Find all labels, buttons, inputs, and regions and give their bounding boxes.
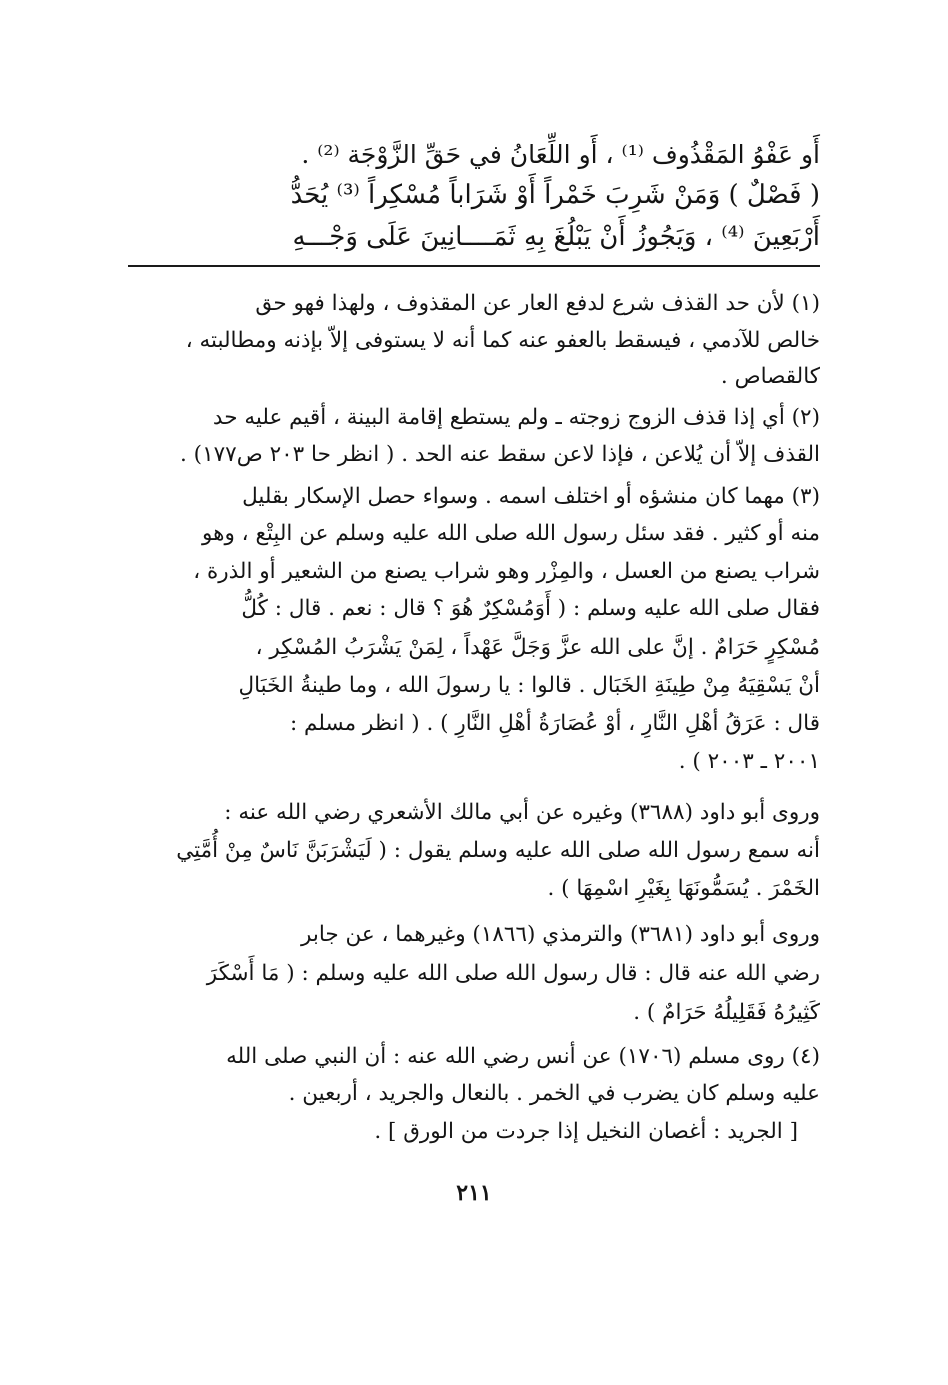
main-text-line: أَرْبَعِينَ ⁽⁴⁾ ، وَيَجُوزُ أَنْ يَبْلُغَ بِهِ ثَمَــــانِينَ عَلَى وَجْـــهِ: [292, 222, 820, 252]
footnote-line: خالص للآدمي ، فيسقط بالعفو عنه كما أنه لا يستوفى إلاّ بإذنه ومطالبته ،: [185, 328, 820, 353]
footnote-line: رضي الله عنه قال : قال رسول الله صلى الله عليه وسلم : ( مَا أَسْكَرَ: [206, 961, 820, 986]
footnote-line: الخَمْرَ . يُسَمُّونَهَا بِغَيْرِ اسْمِهَا ) .: [547, 876, 820, 901]
footnote-line: وروى أبو داود (٣٦٨٨) وغيره عن أبي مالك الأشعري رضي الله عنه :: [224, 800, 820, 825]
footnote-line: (١) لأن حد القذف شرع لدفع العار عن المقذوف ، ولهذا فهو حق: [255, 291, 820, 316]
page-number: ٢١١: [456, 1180, 492, 1206]
footnote-separator: [128, 265, 820, 267]
main-text-line: ( فَصْلٌ ) وَمَنْ شَرِبَ خَمْراً أَوْ شَرَاباً مُسْكِراً ⁽³⁾ يُحَدُّ: [290, 180, 820, 210]
footnote-line: القذف إلاّ أن يُلاعن ، فإذا لاعن سقط عنه الحد . ( انظر حا ٢٠٣ ص١٧٧) .: [180, 442, 820, 467]
footnote-line: أنْ يَسْقِيَهُ مِنْ طِينَةِ الخَبَال . قالوا : يا رسولَ الله ، وما طينةُ الخَبَالِ: [238, 673, 820, 698]
footnote-line: كالقصاص .: [720, 364, 820, 389]
footnote-line: [ الجريد : أغصان النخيل إذا جردت من الورق ] .: [374, 1119, 798, 1144]
footnote-line: ٢٠٠١ ـ ٢٠٠٣ ) .: [678, 749, 820, 774]
main-text-line: أَو عَفْوُ المَقْذُوف ⁽¹⁾ ، أَو اللِّعَانُ في حَقِّ الزَّوْجَة ⁽²⁾ .: [301, 140, 820, 169]
footnote-line: (٣) مهما كان منشؤه أو اختلف اسمه . وسواء حصل الإسكار بقليل: [242, 484, 820, 509]
footnote-line: كَثِيرُهُ فَقَلِيلُهُ حَرَامٌ ) .: [633, 1000, 820, 1025]
footnote-line: أنه سمع رسول الله صلى الله عليه وسلم يقول : ( لَيَشْرَبَنَّ نَاسٌ مِنْ أُمَّتِي: [176, 838, 820, 863]
footnote-line: فقال صلى الله عليه وسلم : ( أَوَمُسْكِرٌ هُوَ ؟ قال : نعم . قال : كُلُّ: [241, 596, 820, 621]
footnote-line: قال : عَرَقُ أهْلِ النَّارِ ، أوْ عُصَارَةُ أهْلِ النَّارِ ) . ( انظر مسلم :: [289, 711, 820, 736]
footnote-line: منه أو كثير . فقد سئل رسول الله صلى الله عليه وسلم عن البِتْع ، وهو: [202, 521, 820, 546]
footnote-line: وروى أبو داود (٣٦٨١) والترمذي (١٨٦٦) وغيرهما ، عن جابر: [300, 922, 820, 947]
footnote-line: مُسْكِرٍ حَرَامٌ . إنَّ على الله عزَّ وَجَلَّ عَهْداً ، لِمَنْ يَشْرَبُ المُسْكِر ،: [255, 635, 820, 660]
footnote-line: (٤) روى مسلم (١٧٠٦) عن أنس رضي الله عنه : أن النبي صلى الله: [226, 1044, 820, 1069]
footnote-line: شراب يصنع من العسل ، والمِزْر وهو شراب يصنع من الشعير أو الذرة ،: [193, 559, 820, 584]
footnote-line: عليه وسلم كان يضرب في الخمر . بالنعال والجريد ، أربعين .: [288, 1081, 820, 1106]
footnote-line: (٢) أي إذا قذف الزوج زوجته ـ ولم يستطع إقامة البينة ، أقيم عليه حد: [212, 405, 820, 430]
